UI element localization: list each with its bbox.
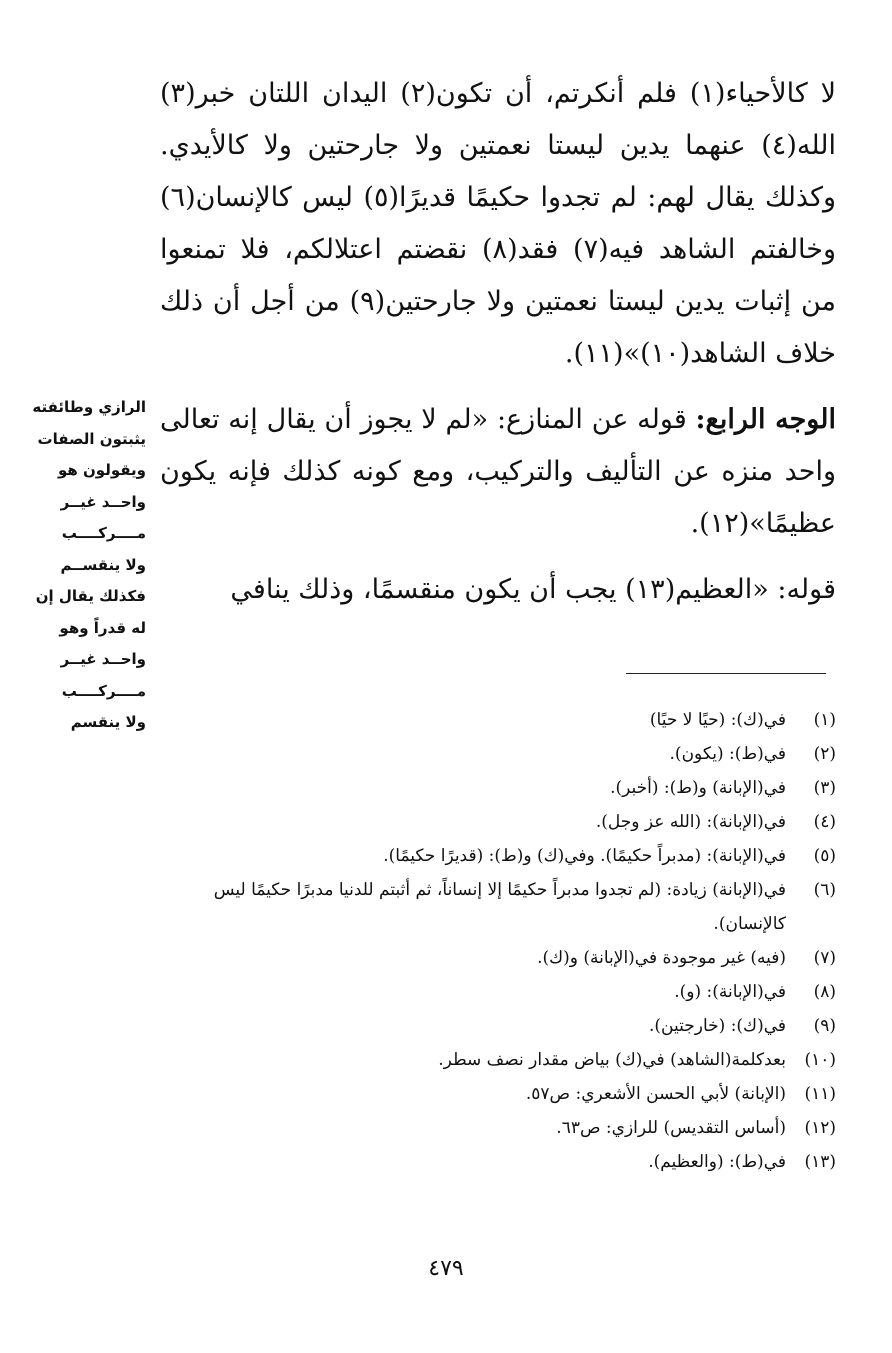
footnote: [160, 873, 836, 941]
margin-note-line: له قدراً وهو: [59, 618, 146, 637]
margin-note-line: فكذلك يقال إن: [35, 587, 146, 605]
margin-note-line: واحــد غيــر: [60, 650, 146, 668]
footnote-text: في(الإبانة) و(ط): (أخبر).: [610, 778, 786, 798]
paragraph-2: [160, 394, 836, 550]
footnote-text: في(ط): (يكون).: [669, 744, 786, 764]
footnote-number: (١١): [804, 1084, 836, 1104]
footnote: [160, 975, 836, 1009]
margin-note-line: يثبتون الصفات: [37, 429, 146, 448]
footnote-number: (٢): [813, 744, 836, 764]
footnote-number: (٤): [813, 812, 836, 832]
footnote: [160, 1145, 836, 1179]
footnote-separator: [626, 673, 826, 674]
footnote-text: في(ك): (حيًا لا حيًا): [649, 710, 786, 730]
footnote-number: (١٢): [804, 1118, 836, 1138]
footnote-text: في(الإبانة): (و).: [674, 982, 786, 1002]
footnote: [160, 737, 836, 771]
footnote-text: (أساس التقديس) للرازي: ص٦٣.: [556, 1118, 786, 1138]
footnote-text: في(ك): (خارجتين).: [649, 1016, 786, 1036]
margin-note-line: الرازي وطائفته: [32, 398, 146, 416]
footnote-number: (٩): [813, 1016, 836, 1036]
margin-note-line: مــــركــــب: [61, 681, 146, 700]
footnote-number: (٧): [813, 948, 836, 968]
footnotes: [160, 703, 836, 1179]
margin-note-line: ولا ينقسم: [70, 713, 146, 731]
margin-note-line: مــــركــــب: [61, 524, 146, 542]
footnote: [160, 1043, 836, 1077]
footnote-number: (٣): [813, 778, 836, 798]
footnote: [160, 805, 836, 839]
margin-note: [32, 392, 146, 739]
footnote-number: (٦): [813, 880, 836, 900]
paragraph-3: قوله: «العظيم(١٣) يجب أن يكون منقسمًا، وذلك ينافي: [230, 574, 836, 605]
footnote-text: بعدكلمة(الشاهد) في(ك) بياض مقدار نصف سطر.: [438, 1050, 786, 1070]
page-number: ٤٧٩: [428, 1256, 464, 1281]
footnote-text: في(الإبانة): (الله عز وجل).: [595, 812, 786, 832]
footnote-text: في(ط): (والعظيم).: [648, 1152, 786, 1172]
footnote-text: (فيه) غير موجودة في(الإبانة) و(ك).: [537, 948, 786, 968]
footnote-number: (١٣): [804, 1152, 836, 1172]
footnote: [160, 839, 836, 873]
footnote-number: (١٠): [804, 1050, 836, 1070]
footnote: [160, 1077, 836, 1111]
footnote-number: (٨): [813, 982, 836, 1002]
paragraph-2-body: قوله عن المنازع: «لم لا يجوز أن يقال إنه تعالى واحد منزه عن التأليف والتركيب، ومع كونه كذلك فإنه يكون عظيمًا»(١٢).: [160, 404, 836, 539]
footnote-text: (الإبانة) لأبي الحسن الأشعري: ص٥٧.: [525, 1084, 786, 1104]
footnote-text: في(الإبانة): (مدبراً حكيمًا). وفي(ك) و(ط): (قديرًا حكيمًا).: [383, 846, 786, 866]
footnote: [160, 1009, 836, 1043]
section-heading: الوجه الرابع:: [695, 404, 836, 435]
footnote-number: (٥): [813, 846, 836, 866]
main-text: [160, 68, 836, 616]
paragraph-1: لا كالأحياء(١) فلم أنكرتم، أن تكون(٢) اليدان اللتان خبر(٣) الله(٤) عنهما يدين ليستا نعمتين ولا جارحتين ولا كالأيدي. وكذلك يقال لهم: لم تجدوا حكيمًا قديرًا(٥) ليس كالإنسان(٦) وخالفتم الشاهد فيه(٧) فقد(٨) نقضتم اعتلالكم، فلا تمنعوا من إثبات يدين ليستا نعمتين ولا جارحتين(٩) من أجل أن ذلك خلاف الشاهد(١٠)»(١١).: [160, 78, 837, 369]
footnote: [160, 941, 836, 975]
footnote: [160, 703, 836, 737]
margin-note-line: ولا ينقســم: [60, 555, 146, 574]
footnote-number: (١): [813, 710, 836, 730]
footnote-text: في(الإبانة) زيادة: (لم تجدوا مدبراً حكيمًا إلا إنساناً، ثم أثبتم للدنيا مدبرًا حكيمًا ليس كالإنسان).: [213, 880, 786, 934]
footnote: [160, 1111, 836, 1145]
margin-note-line: واحــد غيــر: [60, 492, 146, 511]
margin-note-line: ويقولون هو: [57, 461, 146, 479]
footnote: [160, 771, 836, 805]
